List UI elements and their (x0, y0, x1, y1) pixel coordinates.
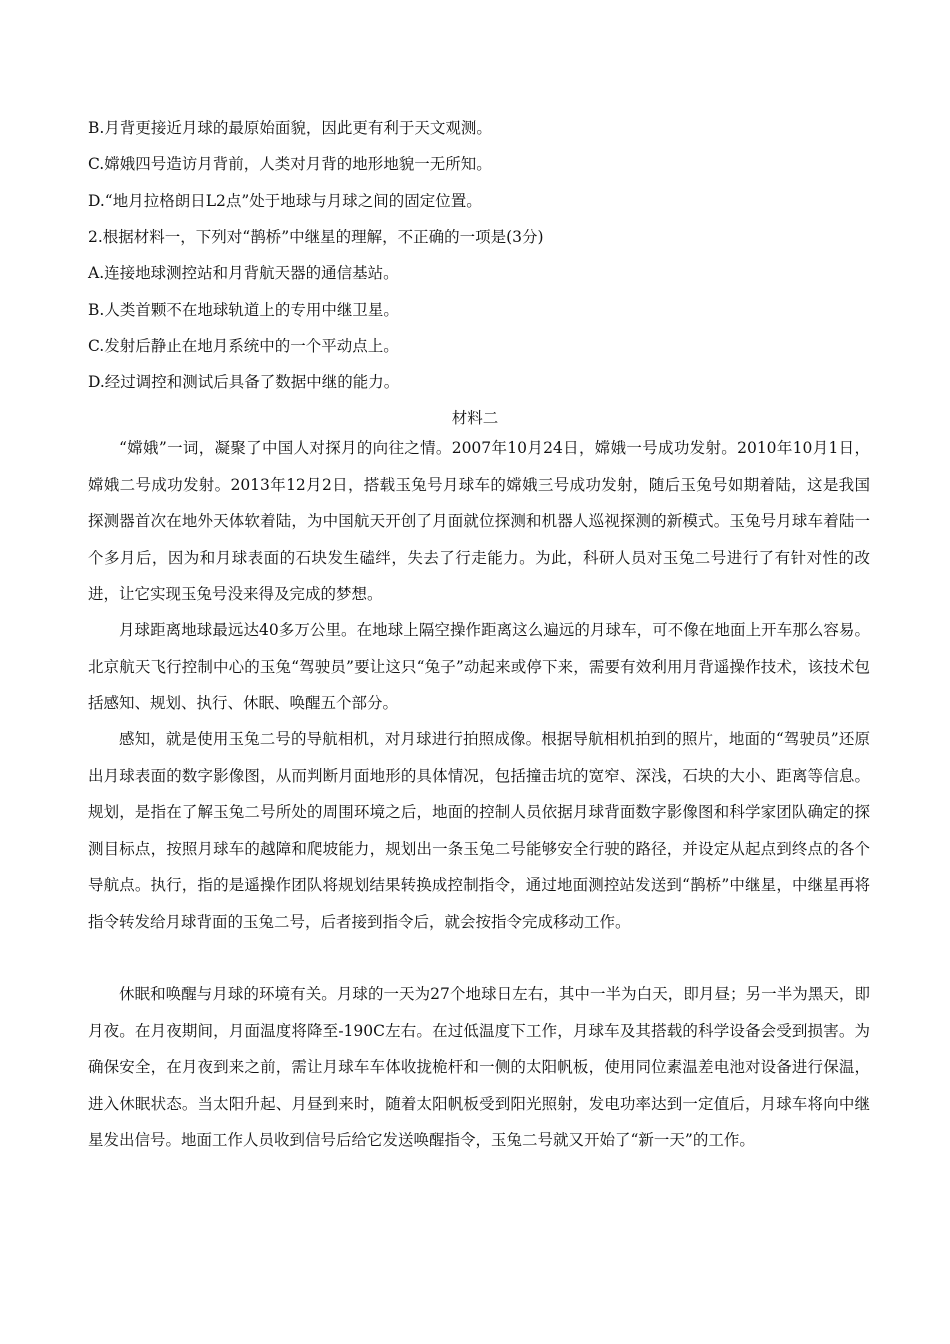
q1-option-d: D.“地月拉格朗日L2点”处于地球与月球之间的固定位置。 (88, 192, 482, 210)
q2-option-a: A.连接地球测控站和月背航天器的通信基站。 (88, 264, 399, 282)
q2-stem: 2.根据材料一，下列对“鹊桥”中继星的理解，不正确的一项是(3分) (88, 228, 544, 246)
q2-option-d: D.经过调控和测试后具备了数据中继的能力。 (88, 373, 400, 391)
q1-option-c: C.嫦娥四号造访月背前，人类对月背的地形地貌一无所知。 (88, 155, 492, 173)
q2-option-c: C.发射后静止在地月系统中的一个平动点上。 (88, 337, 399, 355)
material-2-paragraph-2: 月球距离地球最远达40多万公里。在地球上隔空操作距离这么遍远的月球车，可不像在地面上开车那么容易。北京航天飞行控制中心的玉兔“驾驶员”要让这只“兔子”动起来或停下来，需要有效利用月背遥操作技术，该技术包括感知、规划、执行、休眠、唤醒五个部分。 (88, 621, 870, 712)
material-2-paragraph-1: “嫦娥”一词，凝聚了中国人对探月的向往之情。2007年10月24日，嫦娥一号成功发射。2010年10月1日，嫦娥二号成功发射。2013年12月2日，搭载玉兔号月球车的嫦娥三号成功发射，随后玉兔号如期着陆，这是我国探测器首次在地外天体软着陆，为中国航天开创了月面就位探测和机器人巡视探测的新模式。玉兔号月球车着陆一个多月后，因为和月球表面的石块发生磕绊，失去了行走能力。为此，科研人员对玉兔二号进行了有针对性的改进，让它实现玉兔号没来得及完成的梦想。 (88, 439, 870, 603)
material-2-paragraph-4: 休眠和唤醒与月球的环境有关。月球的一天为27个地球日左右，其中一半为白天，即月昼；另一半为黑天，即月夜。在月夜期间，月面温度将降至-190C左右。在过低温度下工作，月球车及其搭载的科学设备会受到损害。为确保安全，在月夜到来之前，需让月球车车体收拢桅杆和一侧的太阳帆板，使用同位素温差电池对设备进行保温，进入休眠状态。当太阳升起、月昼到来时，随着太阳帆板受到阳光照射，发电功率达到一定值后，月球车将向中继星发出信号。地面工作人员收到信号后给它发送唤醒指令，玉兔二号就又开始了“新一天”的工作。 (88, 985, 870, 1149)
material-2-paragraph-3: 感知，就是使用玉兔二号的导航相机，对月球进行拍照成像。根据导航相机拍到的照片，地面的“驾驶员”还原出月球表面的数字影像图，从而判断月面地形的具体情况，包括撞击坑的宽窄、深浅，石块的大小、距离等信息。规划，是指在了解玉兔二号所处的周围环境之后，地面的控制人员依据月球背面数字影像图和科学家团队确定的探测目标点，按照月球车的越障和爬坡能力，规划出一条玉兔二号能够安全行驶的路径，并设定从起点到终点的各个导航点。执行，指的是遥操作团队将规划结果转换成控制指令，通过地面测控站发送到“鹊桥”中继星，中继星再将指令转发给月球背面的玉兔二号，后者接到指令后，就会按指令完成移动工作。 (88, 730, 870, 931)
q2-option-b: B.人类首颗不在地球轨道上的专用中继卫星。 (88, 301, 399, 319)
material-2-title: 材料二 (451, 409, 499, 427)
q1-option-b: B.月背更接近月球的最原始面貌，因此更有利于天文观测。 (88, 119, 492, 137)
